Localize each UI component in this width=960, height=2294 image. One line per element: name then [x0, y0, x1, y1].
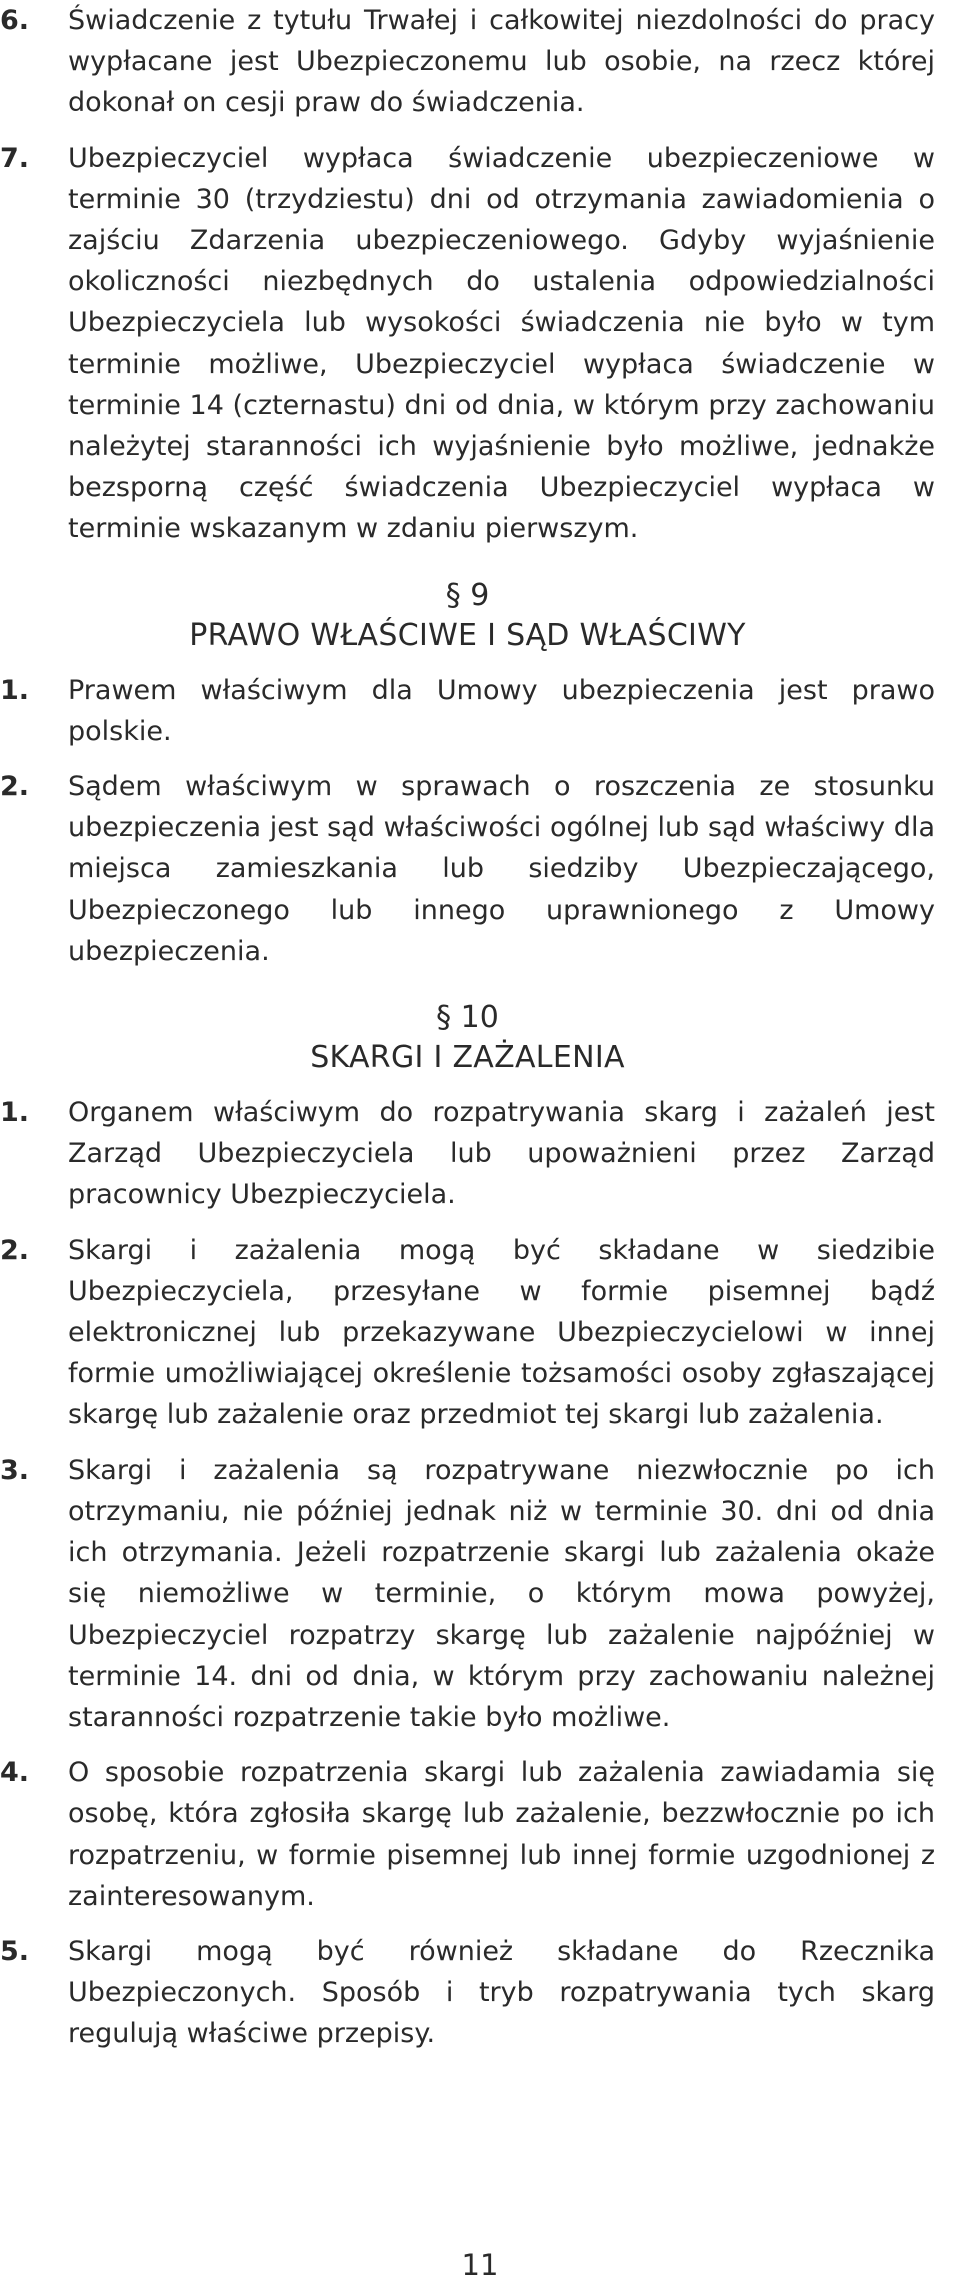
item-number: 1. — [0, 674, 30, 706]
section-heading — [0, 576, 935, 656]
section-title: PRAWO WŁAŚCIWE I SĄD WŁAŚCIWY — [189, 617, 746, 653]
list-item — [0, 670, 935, 752]
section-heading — [0, 998, 935, 1078]
paragraph-number: § 10 — [436, 1000, 499, 1036]
item-number: 6. — [0, 5, 30, 36]
list-item — [0, 138, 935, 550]
list-item — [0, 1092, 935, 1216]
item-text: Skargi i zażalenia są rozpatrywane niezwłocznie po ich otrzymaniu, nie później jednak niż w terminie 30. dni od dnia ich otrzymania. Jeżeli rozpatrzenie skargi lub zażalenia okaże się niemożliwe w terminie, o którym mowa powyżej, Ubezpieczyciel rozpatrzy skargę lub zażalenie najpóźniej w terminie 14. dni od dnia, w którym przy zachowaniu należnej staranności rozpatrzenie takie było możliwe. — [68, 1454, 935, 1733]
item-text: O sposobie rozpatrzenia skargi lub zażalenia zawiadamia się osobę, która zgłosiła skargę lub zażalenie, bezzwłocznie po ich rozpatrzeniu, w formie pisemnej lub innej formie uzgodnionej z zainteresowanym. — [68, 1757, 935, 1912]
item-text: Skargi i zażalenia mogą być składane w siedzibie Ubezpieczyciela, przesyłane w formie pisemnej bądź elektronicznej lub przekazywane Ubezpieczycielowi w innej formie umożliwiającej określenie tożsamości osoby zgłaszającej skargę lub zażalenie oraz przedmiot tej skargi lub zażalenia. — [68, 1234, 935, 1431]
item-text: Prawem właściwym dla Umowy ubezpieczenia jest prawo polskie. — [68, 674, 935, 747]
list-item — [0, 1931, 935, 2055]
item-text: Ubezpieczyciel wypłaca świadczenie ubezpieczeniowe w terminie 30 (trzydziestu) dni od otrzymania zawiadomienia o zajściu Zdarzenia ubezpieczeniowego. Gdyby wyjaśnienie okoliczności niezbędnych do ustalenia odpowiedzialności Ubezpieczyciela lub wysokości świadczenia nie było w tym terminie możliwe, Ubezpieczyciel wypłaca świadczenie w terminie 14 (czternastu) dni od dnia, w którym przy zachowaniu należytej staranności ich wyjaśnienie było możliwe, jednakże bezsporną część świadczenia Ubezpieczyciel wypłaca w terminie wskazanym w zdaniu pierwszym. — [68, 142, 935, 545]
list-item — [0, 1450, 935, 1738]
list-item — [0, 766, 935, 972]
item-number: 2. — [0, 771, 30, 803]
paragraph-number: § 9 — [445, 577, 490, 613]
list-item — [0, 0, 935, 124]
item-number: 2. — [0, 1234, 30, 1266]
item-number: 5. — [0, 1935, 30, 1967]
item-number: 3. — [0, 1454, 30, 1486]
item-text: Sądem właściwym w sprawach o roszczenia ze stosunku ubezpieczenia jest sąd właściwości ogólnej lub sąd właściwy dla miejsca zamieszkania lub siedziby Ubezpieczającego, Ubezpieczonego lub innego uprawnionego z Umowy ubezpieczenia. — [68, 771, 935, 967]
item-text: Skargi mogą być również składane do Rzecznika Ubezpieczonych. Sposób i tryb rozpatrywania tych skarg regulują właściwe przepisy. — [68, 1935, 935, 2050]
list-item — [0, 1230, 935, 1436]
page-number: 11 — [461, 2248, 499, 2282]
item-number: 4. — [0, 1757, 30, 1789]
item-text: Organem właściwym do rozpatrywania skarg i zażaleń jest Zarząd Ubezpieczyciela lub upoważnieni przez Zarząd pracownicy Ubezpieczyciela. — [68, 1097, 935, 1211]
item-number: 1. — [0, 1097, 30, 1129]
section-title: SKARGI I ZAŻALENIA — [310, 1040, 625, 1076]
list-item — [0, 1752, 935, 1917]
item-text: Świadczenie z tytułu Trwałej i całkowitej niezdolności do pracy wypłacane jest Ubezpieczonemu lub osobie, na rzecz której dokonał on cesji praw do świadczenia. — [68, 5, 935, 119]
item-number: 7. — [0, 142, 30, 174]
